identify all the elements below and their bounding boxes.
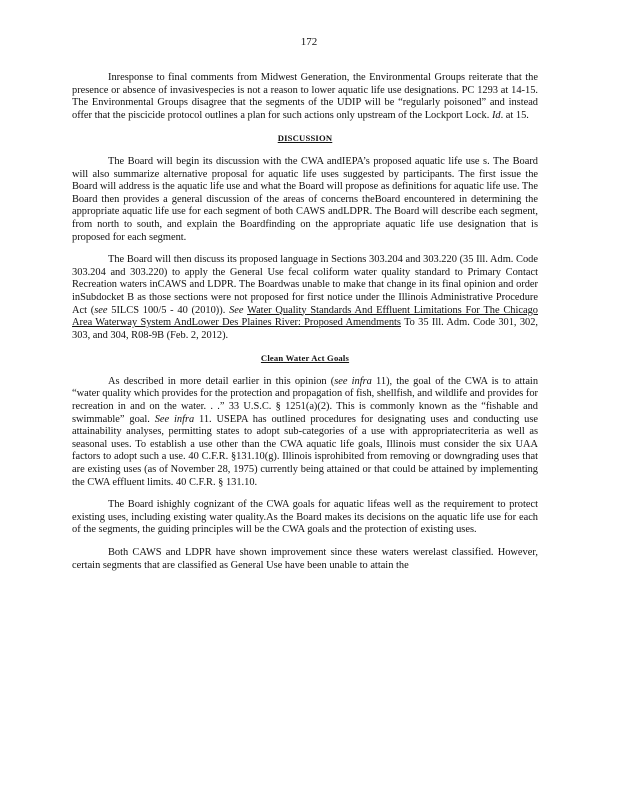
paragraph-final-comments: Inresponse to final comments from Midwest Generation, the Environmental Groups reiterate that the presence or absence of invasivespecies is not a reason to lower aquatic life use designations. PC 1293 at 14-15. The Environmental Groups disagree that the segments of the UDIP will be “regularly poisoned” and instead offer that the piscicide protocol outlines a plan for such actions only upstream of the Lockport Lock. Id. at 15.: [72, 72, 538, 121]
citation-id: Id: [491, 109, 501, 121]
heading-clean-water-act-goals: Clean Water Act Goals: [260, 353, 350, 364]
paragraph-improvement: Both CAWS and LDPR have shown improvement since these waters werelast classified. However, certain segments that are classified as General Use have been unable to attain the: [72, 547, 538, 571]
heading-discussion: DISCUSSION: [277, 133, 333, 144]
paragraph-cwa-goal: As described in more detail earlier in this opinion (see infra 11), the goal of the CWA is to attain “water quality which provides for the protection and propagation of fish, shellfish, and wildlife and provides for recreation in and on the water. . .” 33 U.S.C. § 1251(a)(2). This is commonly known as the “fishable and swimmable” goal. See infra 11. USEPA has outlined procedures for designating uses and conducting use attainability analyses, permitting states to adopt sub-categories of a use with appropriatecriteria as well as seasonal uses. To establish a use other than the CWA aquatic life goals, Illinois must consider the six UAA factors to adopt such a use. 40 C.F.R. §131.10(g). Illinois isprohibited from removing or downgrading uses that are existing uses (as of November 28, 1975) currently being attained or that could be attained by implementing the CWA effluent limits. 40 C.F.R. § 131.10.: [72, 375, 539, 488]
page-number: 172: [300, 36, 318, 48]
paragraph-proposed-language: The Board will then discuss its proposed language in Sections 303.204 and 303.220 (35 Ill. Adm. Code 303.204 and 303.220) to apply the General Use fecal coliform water quality standard to Primary Contact Recreation waters inCAWS and LDPR. The Boardwas unable to make that change in its final opinion and order inSubdocket B as those sections were not proposed for first notice under the Illinois Administrative Procedure Act (see 5ILCS 100/5 - 40 (2010)). See Water Quality Standards And Effluent Limitations For The Chicago Area Waterway System AndLower Des Plaines River: Proposed Amendments To 35 Ill. Adm. Code 301, 302, 303, and 304, R08-9B (Feb. 2, 2012).: [72, 254, 538, 341]
document-body: [72, 72, 538, 582]
paragraph-board-cognizant: The Board ishighly cognizant of the CWA goals for aquatic lifeas well as the requirement to protect existing uses, including existing water quality.As the Board makes its decisions on the aquatic life use for each of the segments, the guiding principles will be the CWA goals and the protection of existing uses.: [72, 499, 538, 536]
paragraph-discussion-intro: The Board will begin its discussion with the CWA andIEPA’s proposed aquatic life use s. The Board will also summarize alternative proposal for aquatic life uses suggested by participants. The first issue the Board will address is the aquatic life use and what the Board will propose as definitions for aquatic life use. The Board then provides a general discussion of the areas of concerns theBoard encountered in determining the appropriate aquatic life use for each segment of both CAWS andLDPR. The Board will describe each segment, from north to south, and explain the Boardfinding on the appropriate aquatic life use designation that is proposed for each segment.: [72, 155, 538, 243]
cited-title: Water Quality Standards And Effluent Limitations For The Chicago Area Waterway System AndLower Des Plaines River: Proposed Amendments: [72, 304, 538, 329]
